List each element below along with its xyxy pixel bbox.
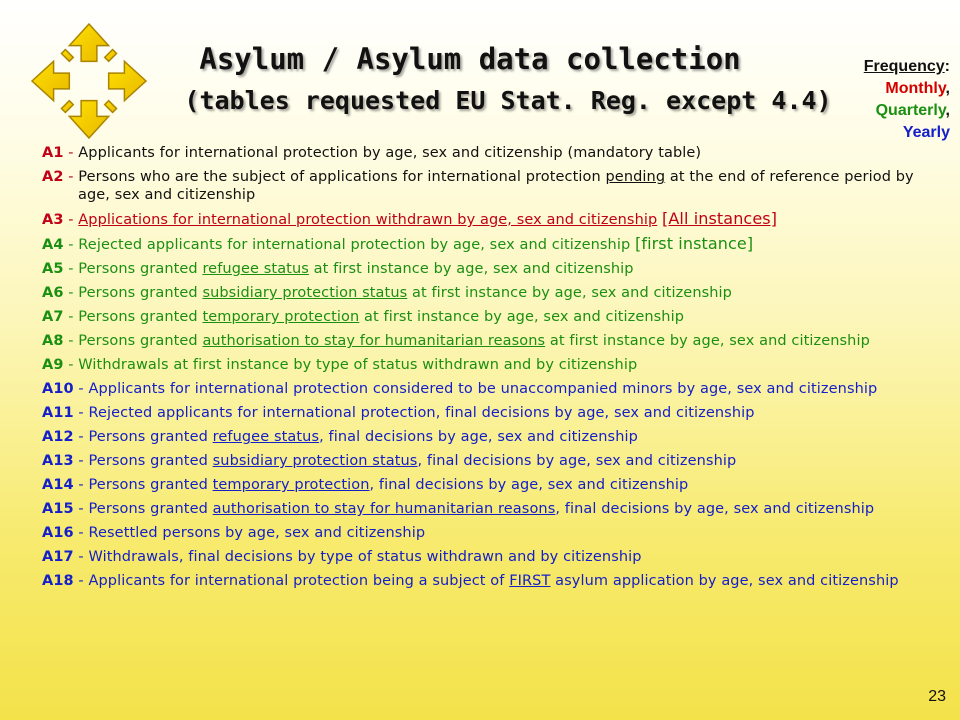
- dash: -: [63, 145, 79, 161]
- table-code: A8: [42, 333, 64, 349]
- dash: -: [63, 357, 79, 373]
- table-description-end: at first instance by age, sex and citizenship: [407, 285, 732, 301]
- table-code: A9: [42, 357, 64, 373]
- term-link[interactable]: pending: [605, 169, 666, 185]
- dash: -: [73, 525, 89, 541]
- frequency-label: Frequency: [863, 58, 945, 75]
- dash: -: [63, 261, 79, 277]
- dash: -: [63, 309, 79, 325]
- frequency-sep: ,: [945, 102, 950, 119]
- table-description: Persons granted: [88, 477, 213, 493]
- dash: -: [63, 285, 79, 301]
- frequency-colon: :: [944, 58, 950, 75]
- frequency-quarterly: Quarterly: [875, 102, 946, 119]
- table-description: Persons granted: [78, 285, 203, 301]
- table-description: Persons granted: [88, 429, 213, 445]
- table-description-end: at first instance by age, sex and citizenship: [359, 309, 685, 325]
- table-description: Persons granted: [88, 453, 213, 469]
- frequency-monthly: Monthly: [885, 80, 946, 97]
- table-description: Withdrawals, final decisions by type of status withdrawn and by citizenship: [88, 549, 642, 565]
- table-code: A3: [42, 212, 64, 228]
- term-link[interactable]: refugee status: [202, 261, 309, 277]
- term-link[interactable]: Applications for international protection withdrawn by age, sex and citizenship: [78, 212, 658, 228]
- table-code: A2: [42, 169, 64, 185]
- dash: -: [73, 453, 89, 469]
- four-arrows-icon: [30, 22, 148, 140]
- table-code: A18: [42, 573, 74, 589]
- frequency-yearly: Yearly: [902, 124, 950, 141]
- table-description: Persons who are the subject of applications for international protection: [78, 169, 606, 185]
- dash: -: [63, 237, 79, 253]
- table-description-end: at the end of reference period by age, sex and citizenship: [78, 169, 914, 203]
- page-number: 23: [928, 688, 946, 705]
- dash: -: [63, 169, 79, 185]
- dash: -: [73, 429, 89, 445]
- table-code: A10: [42, 381, 74, 397]
- dash: -: [73, 573, 89, 589]
- dash: -: [73, 477, 89, 493]
- list-item-a12: [42, 428, 932, 446]
- instance-note: [first instance]: [635, 234, 754, 253]
- list-item-a16: [42, 524, 932, 542]
- table-description: Persons granted: [78, 333, 203, 349]
- instance-note: [All instances]: [662, 209, 778, 228]
- term-link[interactable]: authorisation to stay for humanitarian reasons: [202, 333, 546, 349]
- list-item-a4: [42, 235, 932, 254]
- list-item-a14: [42, 476, 932, 494]
- table-code: A1: [42, 145, 64, 161]
- term-link[interactable]: refugee status: [212, 429, 320, 445]
- table-description: Applicants for international protection by age, sex and citizenship (mandatory table): [78, 145, 702, 161]
- table-code: A6: [42, 285, 64, 301]
- table-code: A5: [42, 261, 64, 277]
- table-description: Rejected applicants for international protection, final decisions by age, sex and citizenship: [88, 405, 755, 421]
- table-code: A7: [42, 309, 64, 325]
- table-description: Applicants for international protection considered to be unaccompanied minors by age, sex and citizenship: [88, 381, 878, 397]
- list-item-a13: [42, 452, 932, 470]
- table-description: Withdrawals at first instance by type of status withdrawn and by citizenship: [78, 357, 638, 373]
- list-item-a8: [42, 332, 932, 350]
- dash: -: [63, 212, 79, 228]
- term-link[interactable]: FIRST: [509, 573, 551, 589]
- table-description-end: at first instance by age, sex and citizenship: [545, 333, 870, 349]
- term-link[interactable]: temporary protection: [212, 477, 370, 493]
- frequency-legend: [864, 56, 950, 144]
- table-description: Applicants for international protection being a subject of: [88, 573, 510, 589]
- dash: -: [73, 549, 89, 565]
- page-title: Asylum / Asylum data collection: [199, 42, 741, 76]
- table-list: [42, 144, 932, 596]
- table-code: A12: [42, 429, 74, 445]
- term-link[interactable]: temporary protection: [202, 309, 360, 325]
- list-item-a6: [42, 284, 932, 302]
- list-item-a7: [42, 308, 932, 326]
- table-description-end: at first instance by age, sex and citizenship: [308, 261, 634, 277]
- table-description: Resettled persons by age, sex and citizenship: [88, 525, 426, 541]
- frequency-sep: ,: [945, 80, 950, 97]
- table-code: A14: [42, 477, 74, 493]
- table-description: Persons granted: [88, 501, 213, 517]
- list-item-a10: [42, 380, 932, 398]
- list-item-a1: [42, 144, 932, 162]
- list-item-a17: [42, 548, 932, 566]
- table-description: Persons granted: [78, 261, 203, 277]
- table-description-end: , final decisions by age, sex and citizenship: [369, 477, 689, 493]
- list-item-a3: [42, 210, 932, 229]
- table-description-end: asylum application by age, sex and citizenship: [550, 573, 899, 589]
- table-description-end: , final decisions by age, sex and citizenship: [319, 429, 638, 445]
- table-code: A17: [42, 549, 74, 565]
- table-code: A13: [42, 453, 74, 469]
- dash: -: [63, 333, 79, 349]
- term-link[interactable]: subsidiary protection status: [212, 453, 418, 469]
- dash: -: [73, 381, 89, 397]
- table-description: Rejected applicants for international protection by age, sex and citizenship: [78, 237, 635, 253]
- list-item-a15: [42, 500, 932, 518]
- list-item-a11: [42, 404, 932, 422]
- table-code: A15: [42, 501, 74, 517]
- table-code: A4: [42, 237, 64, 253]
- table-description-end: , final decisions by age, sex and citizenship: [417, 453, 737, 469]
- table-code: A11: [42, 405, 74, 421]
- dash: -: [73, 405, 89, 421]
- term-link[interactable]: authorisation to stay for humanitarian reasons: [212, 501, 556, 517]
- dash: -: [73, 501, 89, 517]
- table-description-end: , final decisions by age, sex and citizenship: [555, 501, 875, 517]
- list-item-a9: [42, 356, 932, 374]
- list-item-a18: [42, 572, 932, 590]
- list-item-a2: [42, 168, 932, 204]
- term-link[interactable]: subsidiary protection status: [202, 285, 408, 301]
- table-description: Persons granted: [78, 309, 203, 325]
- page-subtitle: (tables requested EU Stat. Reg. except 4.4): [184, 86, 832, 115]
- table-code: A16: [42, 525, 74, 541]
- list-item-a5: [42, 260, 932, 278]
